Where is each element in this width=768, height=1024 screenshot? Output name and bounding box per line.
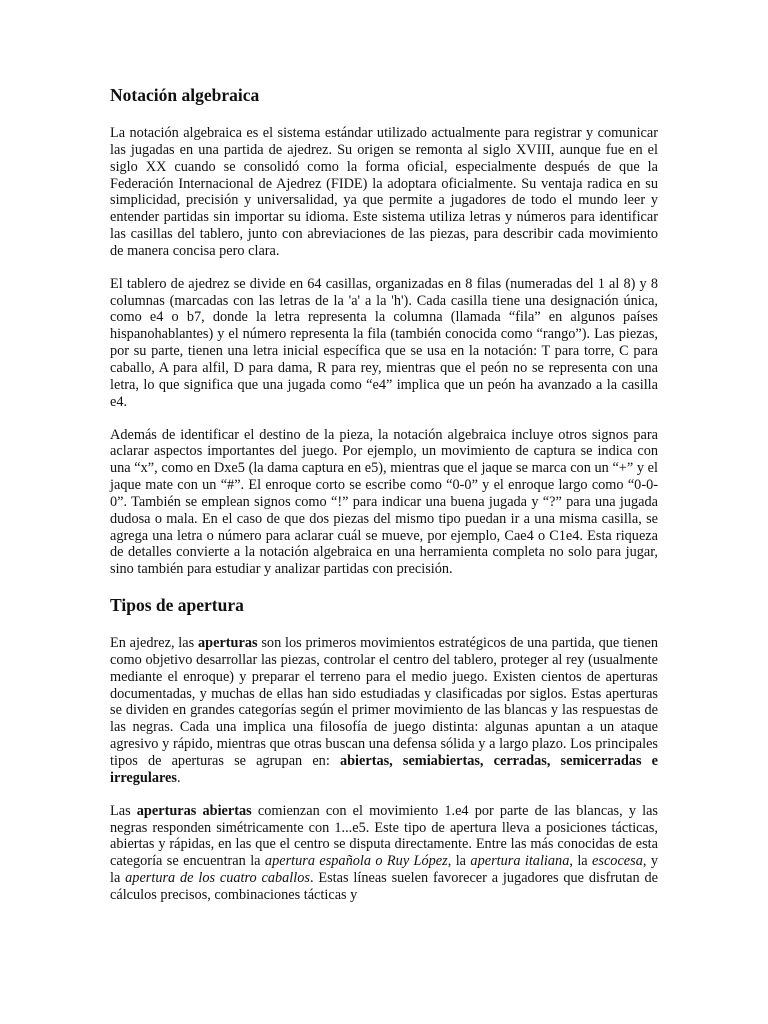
text-run: , y la	[110, 853, 658, 887]
paragraph-intro: La notación algebraica es el sistema estándar utilizado actualmente para registrar y comunicar las jugadas en una partida de ajedrez. Su origen se remonta al siglo XVIII, aunque fue en el siglo XX cuando se consolidó como la forma oficial, especialmente después de que la Federación Internacional de Ajedrez (FIDE) la adoptara oficialmente. Su ventaja radica en su simplicidad, precisión y universalidad, ya que permite a jugadores de todo el mundo leer y entender partidas sin importar su idioma. Este sistema utiliza letras y números para identificar las casillas del tablero, junto con abreviaciones de las piezas, para describir cada movimiento de manera concisa pero clara.	[110, 125, 658, 259]
section-heading-openings: Tipos de apertura	[110, 595, 244, 616]
text-run: comienzan con el movimiento 1.e4 por parte de las blancas, y las negras responden simétricamente con 1...e5. Este tipo de apertura lleva a posiciones tácticas, abiertas y rápidas, en las que el centro se disputa directamente. Entre las más conocidas de esta categoría se encuentran la	[110, 802, 658, 870]
text-run: , la	[569, 853, 593, 870]
text-run: En ajedrez, las	[110, 635, 198, 652]
italic-term: escocesa	[592, 853, 643, 870]
paragraph-signs: Además de identificar el destino de la pieza, la notación algebraica incluye otros signos para aclarar aspectos importantes del juego. Por ejemplo, un movimiento de captura se indica con una “x”, como en Dxe5 (la dama captura en e5), mientras que el jaque se marca con un “+” y el jaque mate con un “#”. El enroque corto se escribe como “0-0” y el enroque largo como “0-0-0”. También se emplean signos como “!” para indicar una buena jugada y “?” para una jugada dudosa o mala. En el caso de que dos piezas del mismo tipo puedan ir a una misma casilla, se agrega una letra o número para aclarar cuál se mueve, por ejemplo, Cae4 o C1e4. Esta riqueza de detalles convierte a la notación algebraica en una herramienta completa no solo para jugar, sino también para estudiar y analizar partidas con precisión.	[110, 426, 658, 578]
bold-term: abiertas, semiabiertas, cerradas, semicerradas e irregulares	[110, 753, 658, 786]
italic-term: apertura de los cuatro caballos	[125, 870, 310, 887]
text-run: . Estas líneas suelen favorecer a jugadores que disfrutan de cálculos precisos, combinaciones tácticas y	[110, 870, 658, 903]
italic-term: apertura italiana	[470, 853, 570, 870]
bold-term: aperturas	[198, 635, 258, 652]
paragraph-open-games	[110, 803, 658, 904]
bold-term: aperturas abiertas	[136, 802, 252, 819]
paragraph-openings	[110, 635, 658, 787]
italic-term: apertura española o Ruy López	[264, 853, 448, 870]
text-run: .	[176, 769, 181, 786]
paragraph-board: El tablero de ajedrez se divide en 64 casillas, organizadas en 8 filas (numeradas del 1 al 8) y 8 columnas (marcadas con las letras de la 'a' a la 'h'). Cada casilla tiene una designación única, como e4 o b7, donde la letra representa la columna (llamada “fila” en algunos países hispanohablantes) y el número representa la fila (también conocida como “rango”). Las piezas, por su parte, tienen una letra inicial específica que se usa en la notación: T para torre, C para caballo, A para alfil, D para dama, R para rey, mientras que el peón no se representa con una letra, lo que significa que una jugada como “e4” implica que un peón ha avanzado a la casilla e4.	[110, 275, 658, 410]
text-run: Las	[110, 802, 137, 819]
section-heading-notation: Notación algebraica	[110, 85, 260, 105]
text-run: son los primeros movimientos estratégicos de una partida, que tienen como objetivo desarrollar las piezas, controlar el centro del tablero, proteger al rey (usualmente mediante el enroque) y preparar el terreno para el medio juego. Existen cientos de aperturas documentadas, y muchas de ellas han sido estudiadas y clasificadas por siglos. Estas aperturas se dividen en grandes categorías según el primer movimiento de las blancas y las respuestas de las negras. Cada una implica una filosofía de juego distinta: algunas apuntan a un ataque agresivo y rápido, mientras que otras buscan una defensa sólida y a largo plazo. Los principales tipos de aperturas se agrupan en:	[110, 635, 659, 769]
document-body	[110, 85, 658, 920]
text-run: , la	[447, 853, 471, 870]
